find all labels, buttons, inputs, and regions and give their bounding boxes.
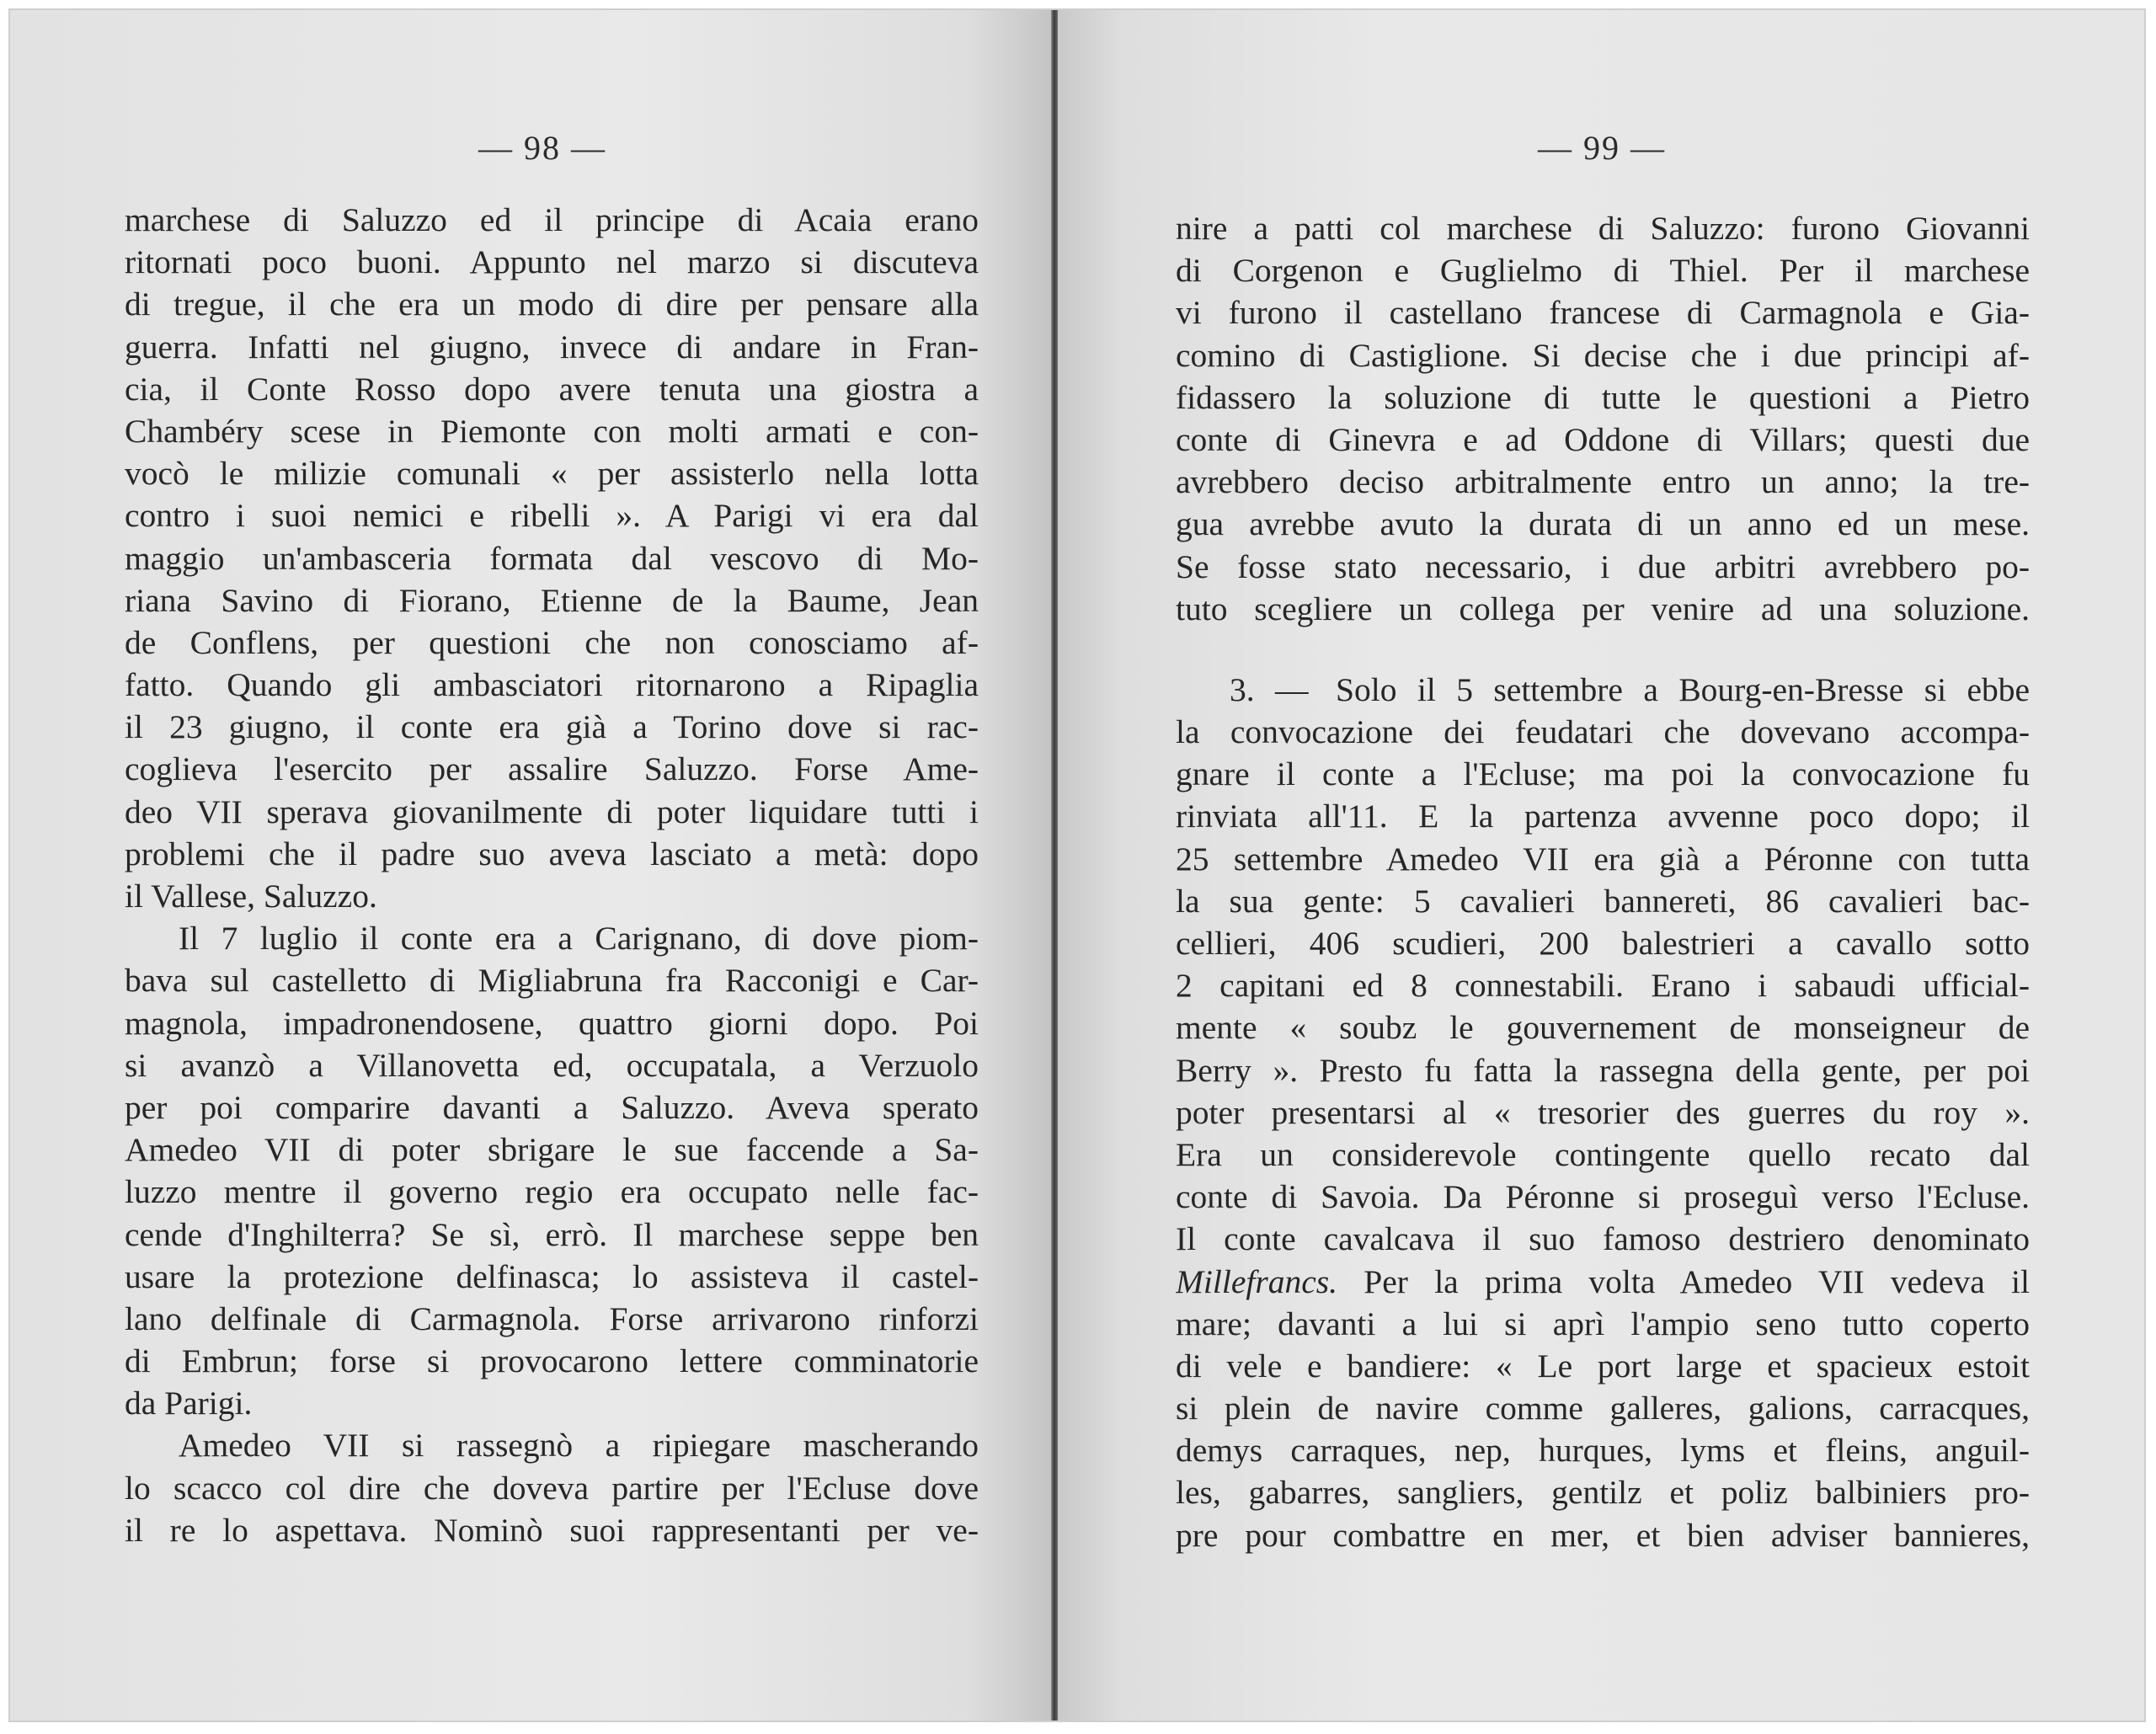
text-line: il re lo aspettava. Nominò suoi rappresentanti per ve-: [125, 1511, 979, 1549]
right-page-text: [1176, 207, 2030, 1556]
text-line: coglieva l'esercito per assalire Saluzzo. Forse Ame-: [125, 750, 979, 788]
text-line: di tregue, il che era un modo di dire per pensare alla: [125, 285, 979, 323]
text-fragment: Solo il 5 settembre a Bourg-en-Bresse si ebbe: [1336, 670, 2030, 708]
page-number-right: — 99 —: [1538, 129, 1666, 167]
text-line: bava sul castelletto di Migliabruna fra Racconigi e Car-: [125, 962, 979, 1000]
text-line: marchese di Saluzzo ed il principe di Acaia erano: [125, 201, 979, 238]
text-line: Se fosse stato necessario, i due arbitri avrebbero po-: [1176, 547, 2030, 585]
text-line: mare; davanti a lui si aprì l'ampio seno tutto coperto: [1176, 1305, 2030, 1342]
text-line: demys carraques, nep, hurques, lyms et fleins, anguil-: [1176, 1432, 2030, 1470]
text-line: da Parigi.: [125, 1385, 253, 1422]
book-gutter: [1051, 10, 1058, 1721]
text-line: deo VII sperava giovanilmente di poter liquidare tutti i: [125, 792, 979, 830]
text-line: conte di Ginevra e ad Oddone di Villars; questi due: [1176, 420, 2030, 458]
text-line: luzzo mentre il governo regio era occupato nelle fac-: [125, 1173, 979, 1211]
text-line: poter presentarsi al « tresorier des guerres du roy ».: [1176, 1093, 2030, 1131]
section-gap: [1176, 630, 2030, 669]
text-line: Amedeo VII di poter sbrigare le sue faccende a Sa-: [125, 1131, 979, 1169]
text-line: la convocazione dei feudatari che dovevano accompa-: [1176, 713, 2030, 751]
text-line: di vele e bandiere: « Le port large et spacieux estoit: [1176, 1347, 2030, 1385]
section-number: 3. —: [1230, 670, 1309, 708]
text-line: vi furono il castellano francese di Carmagnola e Gia-: [1176, 294, 2030, 332]
text-line: contro i suoi nemici e ribelli ». A Parigi vi era dal: [125, 497, 979, 535]
text-line: riana Savino di Fiorano, Etienne de la Baume, Jean: [125, 581, 979, 619]
text-line: 25 settembre Amedeo VII era già a Péronne con tutta: [1176, 840, 2030, 878]
book-spread: [8, 8, 2146, 1722]
text-line: Era un considerevole contingente quello recato dal: [1176, 1135, 2030, 1173]
italic-horse-name: Millefrancs.: [1176, 1262, 1337, 1300]
text-line: de Conflens, per questioni che non conosciamo af-: [125, 623, 979, 661]
text-line: les, gabarres, sangliers, gentilz et poliz balbiniers pro-: [1176, 1474, 2030, 1512]
left-page-text: [125, 199, 979, 1551]
text-line: Il 7 luglio il conte era a Carignano, di dove piom-: [179, 920, 979, 958]
text-line: il Vallese, Saluzzo.: [125, 878, 377, 915]
text-line: fidassero la soluzione di tutte le questioni a Pietro: [1176, 378, 2030, 416]
text-fragment: Per la prima volta Amedeo VII vedeva il: [1364, 1262, 2030, 1300]
text-line: lo scacco col dire che doveva partire per l'Ecluse dove: [125, 1469, 979, 1507]
text-line: vocò le milizie comunali « per assisterlo nella lotta: [125, 455, 979, 493]
right-page: [1058, 10, 2146, 1721]
text-line: Chambéry scese in Piemonte con molti armati e con-: [125, 412, 979, 450]
section-first-line: [1176, 669, 2030, 711]
text-line: magnola, impadronendosene, quattro giorni dopo. Poi: [125, 1004, 979, 1042]
italic-line: [1176, 1261, 2030, 1303]
text-line: Amedeo VII si rassegnò a ripiegare mascherando: [179, 1427, 979, 1465]
text-line: usare la protezione delfinasca; lo assisteva il castel-: [125, 1257, 979, 1295]
text-line: 2 capitani ed 8 connestabili. Erano i sabaudi ufficial-: [1176, 967, 2030, 1005]
text-line: rinviata all'11. E la partenza avvenne poco dopo; il: [1176, 798, 2030, 835]
text-line: di Corgenon e Guglielmo di Thiel. Per il marchese: [1176, 252, 2030, 290]
text-line: la sua gente: 5 cavalieri bannereti, 86 cavalieri bac-: [1176, 882, 2030, 920]
text-line: si avanzò a Villanovetta ed, occupatala, a Verzuolo: [125, 1046, 979, 1084]
text-line: ritornati poco buoni. Appunto nel marzo si discuteva: [125, 243, 979, 281]
text-line: si plein de navire comme galleres, galions, carracques,: [1176, 1390, 2030, 1427]
text-line: problemi che il padre suo aveva lasciato a metà: dopo: [125, 835, 979, 872]
text-line: fatto. Quando gli ambasciatori ritornarono a Ripaglia: [125, 666, 979, 704]
page-number-left: — 98 —: [478, 129, 606, 167]
text-line: cende d'Inghilterra? Se sì, errò. Il marchese seppe ben: [125, 1215, 979, 1253]
text-line: pre pour combattre en mer, et bien adviser bannieres,: [1176, 1516, 2030, 1554]
text-line: mente « soubz le gouvernement de monseigneur de: [1176, 1009, 2030, 1047]
text-line: gua avrebbe avuto la durata di un anno ed un mese.: [1176, 505, 2030, 543]
text-line: per poi comparire davanti a Saluzzo. Aveva sperato: [125, 1088, 979, 1126]
text-line: conte di Savoia. Da Péronne si proseguì verso l'Ecluse.: [1176, 1178, 2030, 1216]
text-line: guerra. Infatti nel giugno, invece di andare in Fran-: [125, 328, 979, 365]
text-line: maggio un'ambasceria formata dal vescovo di Mo-: [125, 539, 979, 577]
text-line: Berry ». Presto fu fatta la rassegna della gente, per poi: [1176, 1051, 2030, 1089]
text-line: il 23 giugno, il conte era già a Torino dove si rac-: [125, 708, 979, 746]
text-line: comino di Castiglione. Si decise che i due principi af-: [1176, 336, 2030, 374]
text-line: lano delfinale di Carmagnola. Forse arrivarono rinforzi: [125, 1299, 979, 1337]
text-line: cia, il Conte Rosso dopo avere tenuta una giostra a: [125, 370, 979, 408]
text-line: di Embrun; forse si provocarono lettere comminatorie: [125, 1342, 979, 1380]
text-line: tuto scegliere un collega per venire ad una soluzione.: [1176, 590, 2030, 627]
text-line: avrebbero deciso arbitralmente entro un anno; la tre-: [1176, 463, 2030, 501]
text-line: cellieri, 406 scudieri, 200 balestrieri a cavallo sotto: [1176, 925, 2030, 962]
text-line: nire a patti col marchese di Saluzzo: furono Giovanni: [1176, 210, 2030, 247]
left-page: [10, 10, 1051, 1721]
text-line: gnare il conte a l'Ecluse; ma poi la convocazione fu: [1176, 755, 2030, 793]
text-line: Il conte cavalcava il suo famoso destriero denominato: [1176, 1220, 2030, 1258]
